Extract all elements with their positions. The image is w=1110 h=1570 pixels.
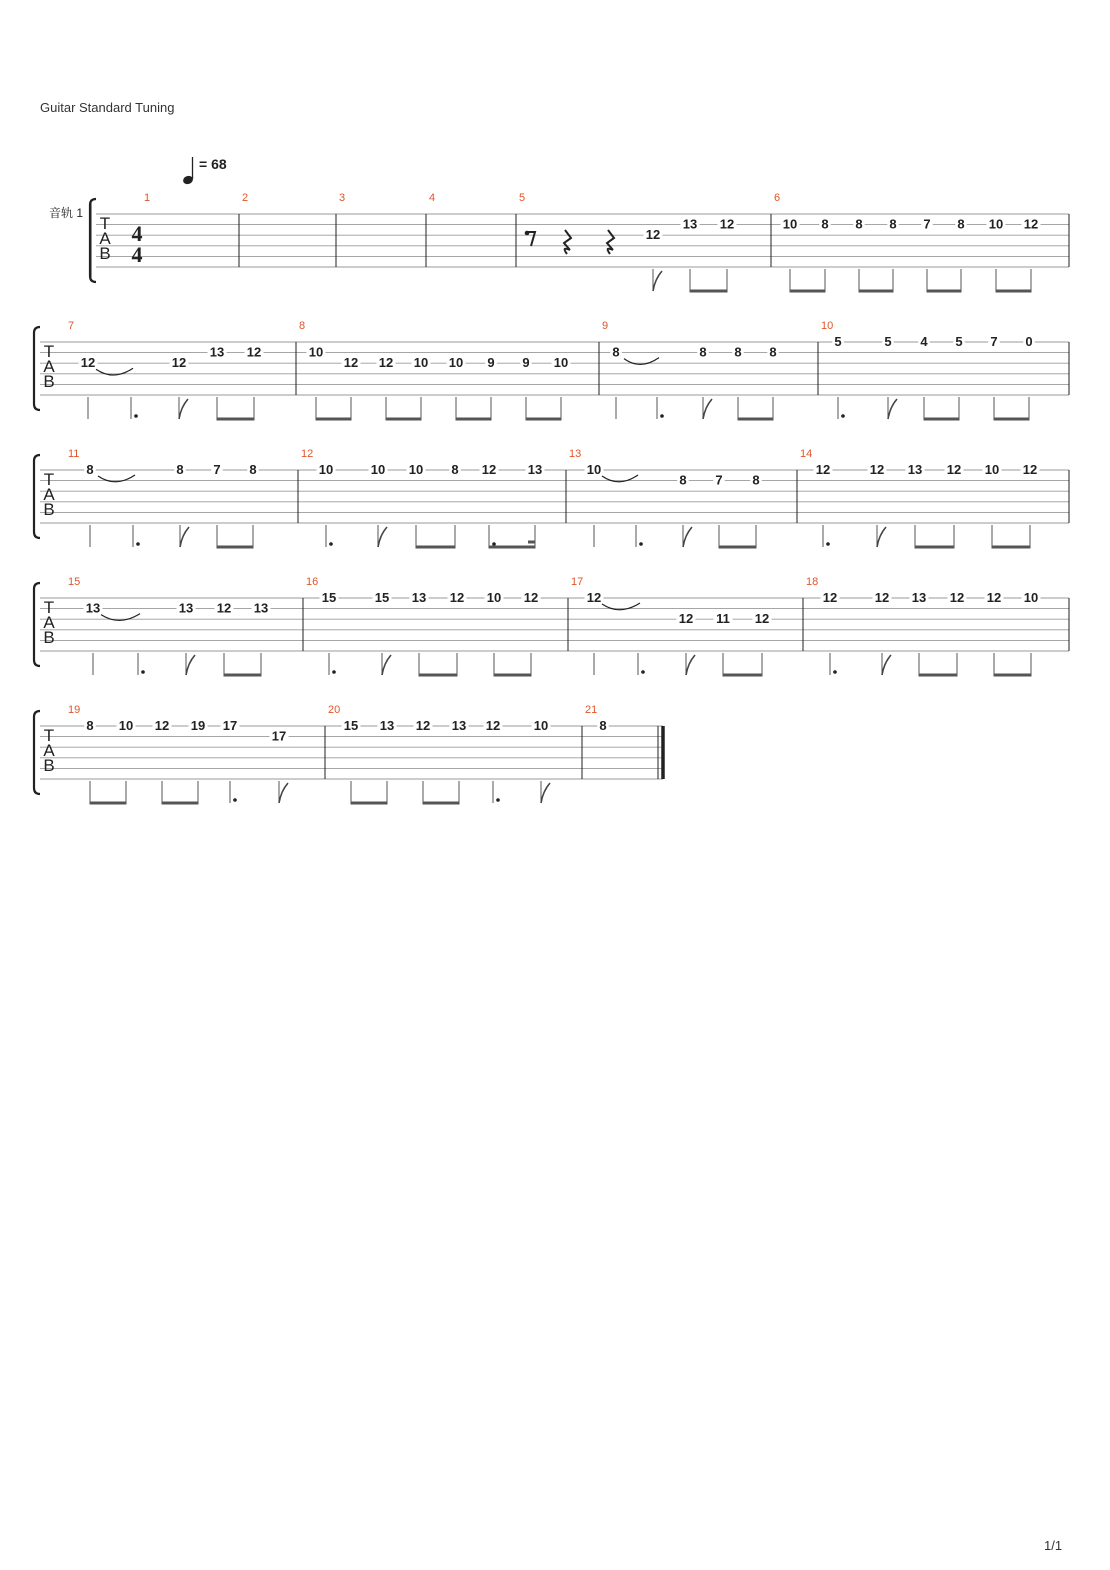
- fret-number: 12: [343, 355, 359, 371]
- fret-number: 12: [815, 462, 831, 477]
- fret-number: 11: [716, 611, 730, 627]
- fret-number: 12: [246, 344, 262, 360]
- fret-number: 8: [769, 344, 777, 360]
- measure-number: 11: [68, 448, 80, 460]
- augmentation-dot: [332, 670, 336, 674]
- fret-number: 7: [715, 472, 723, 488]
- fret-number: 12: [154, 718, 170, 733]
- fret-number: 10: [318, 462, 334, 477]
- system-bracket: [34, 583, 40, 666]
- fret-number: 12: [678, 611, 694, 627]
- tab-clef-letter: B: [43, 500, 55, 519]
- fret-number: 8: [889, 216, 897, 232]
- augmentation-dot: [496, 798, 500, 802]
- augmentation-dot: [136, 542, 140, 546]
- tab-clef-letter: T: [99, 214, 111, 233]
- fret-number: 12: [946, 462, 962, 477]
- fret-number: 8: [679, 472, 687, 488]
- fret-number: 12: [1022, 462, 1038, 477]
- fret-number: 12: [171, 355, 187, 371]
- fret-number: 15: [343, 718, 359, 733]
- eighth-flag: [186, 655, 195, 675]
- measure-number: 4: [429, 192, 436, 204]
- measure-number: 7: [68, 320, 75, 332]
- fret-number: 12: [719, 216, 735, 232]
- fret-number: 5: [955, 334, 963, 349]
- fret-number: 15: [374, 590, 390, 605]
- eighth-flag: [888, 399, 897, 419]
- tab-clef-letter: A: [99, 229, 111, 248]
- fret-number: 8: [249, 462, 257, 477]
- fret-number: 10: [486, 590, 502, 605]
- fret-number: 8: [86, 718, 94, 733]
- fret-number: 12: [378, 355, 394, 371]
- measure-number: 18: [806, 576, 819, 588]
- fret-number: 10: [586, 462, 602, 477]
- measure-number: 14: [800, 448, 813, 460]
- eighth-flag: [279, 783, 288, 803]
- augmentation-dot: [841, 414, 845, 418]
- augmentation-dot: [134, 414, 138, 418]
- eighth-flag: [877, 527, 886, 547]
- fret-number: 12: [1023, 216, 1039, 232]
- fret-number: 12: [949, 590, 965, 605]
- fret-number: 12: [481, 462, 497, 477]
- fret-number: 12: [449, 590, 465, 605]
- fret-number: 12: [415, 718, 431, 733]
- fret-number: 0: [1025, 334, 1033, 349]
- fret-number: 10: [988, 216, 1004, 232]
- fret-number: 13: [85, 600, 101, 616]
- eighth-flag: [541, 783, 550, 803]
- augmentation-dot: [329, 542, 333, 546]
- fret-number: 8: [734, 344, 742, 360]
- fret-number: 7: [990, 334, 998, 349]
- fret-number: 10: [370, 462, 386, 477]
- fret-number: 12: [485, 718, 501, 733]
- fret-number: 12: [523, 590, 539, 605]
- tab-clef-letter: A: [43, 357, 55, 376]
- fret-number: 8: [855, 216, 863, 232]
- measure-number: 9: [602, 320, 609, 332]
- fret-number: 8: [599, 718, 607, 733]
- fret-number: 12: [586, 590, 602, 605]
- augmentation-dot: [641, 670, 645, 674]
- augmentation-dot: [141, 670, 145, 674]
- fret-number: 13: [911, 590, 927, 605]
- fret-number: 5: [884, 334, 892, 349]
- measure-number: 6: [774, 192, 781, 204]
- fret-number: 12: [822, 590, 838, 605]
- tab-clef-letter: B: [99, 244, 111, 263]
- fret-number: 12: [216, 600, 232, 616]
- fret-number: 13: [253, 600, 269, 616]
- time-signature-bottom: 4: [131, 242, 143, 267]
- page-number: 1/1: [1044, 1538, 1063, 1553]
- fret-number: 13: [178, 600, 194, 616]
- fret-number: 12: [645, 227, 661, 243]
- tab-clef-letter: A: [43, 485, 55, 504]
- quarter-rest: [564, 230, 571, 254]
- fret-number: 13: [379, 718, 395, 733]
- tab-clef-letter: B: [43, 756, 55, 775]
- fret-number: 19: [190, 718, 206, 733]
- measure-number: 15: [68, 576, 81, 588]
- fret-number: 10: [413, 355, 429, 371]
- track-name: 音轨 1: [49, 206, 84, 220]
- measure-number: 16: [306, 576, 319, 588]
- tab-clef-letter: T: [43, 470, 55, 489]
- augmentation-dot: [833, 670, 837, 674]
- fret-number: 9: [487, 355, 495, 371]
- fret-number: 8: [451, 462, 459, 477]
- fret-number: 17: [271, 728, 287, 744]
- measure-number: 19: [68, 704, 81, 716]
- tab-clef-letter: A: [43, 741, 55, 760]
- measure-number: 2: [242, 192, 249, 204]
- eighth-flag: [882, 655, 891, 675]
- fret-number: 12: [754, 611, 770, 627]
- quarter-rest: [607, 230, 614, 254]
- fret-number: 10: [308, 344, 324, 360]
- fret-number: 10: [553, 355, 569, 371]
- measure-number: 21: [585, 704, 598, 716]
- fret-number: 8: [86, 462, 94, 477]
- eighth-flag: [378, 527, 387, 547]
- system-bracket: [34, 711, 40, 794]
- fret-number: 12: [80, 355, 96, 371]
- system-bracket: [34, 327, 40, 410]
- fret-number: 12: [986, 590, 1002, 605]
- fret-number: 4: [920, 334, 928, 349]
- eighth-flag: [703, 399, 712, 419]
- fret-number: 13: [451, 718, 467, 733]
- fret-number: 5: [834, 334, 842, 349]
- measure-number: 5: [519, 192, 526, 204]
- measure-number: 17: [571, 576, 584, 588]
- eighth-flag: [683, 527, 692, 547]
- measure-number: 10: [821, 320, 834, 332]
- tuning-label: Guitar Standard Tuning: [40, 100, 175, 115]
- fret-number: 7: [923, 216, 931, 232]
- fret-number: 8: [176, 462, 184, 477]
- fret-number: 13: [209, 344, 225, 360]
- fret-number: 10: [1023, 590, 1039, 605]
- fret-number: 8: [752, 472, 760, 488]
- fret-number: 8: [957, 216, 965, 232]
- fret-number: 13: [907, 462, 923, 477]
- fret-number: 10: [118, 718, 134, 733]
- measure-number: 13: [569, 448, 582, 460]
- augmentation-dot: [492, 542, 496, 546]
- tab-clef-letter: T: [43, 342, 55, 361]
- tab-clef-letter: T: [43, 726, 55, 745]
- fret-number: 8: [612, 344, 620, 360]
- fret-number: 8: [821, 216, 829, 232]
- augmentation-dot: [233, 798, 237, 802]
- fret-number: 10: [448, 355, 464, 371]
- tab-clef-letter: B: [43, 628, 55, 647]
- measure-number: 3: [339, 192, 346, 204]
- measure-number: 8: [299, 320, 306, 332]
- measure-number: 1: [144, 192, 151, 204]
- fret-number: 10: [984, 462, 1000, 477]
- tempo-value: = 68: [199, 156, 227, 172]
- time-signature-top: 4: [131, 221, 143, 246]
- fret-number: 9: [522, 355, 530, 371]
- augmentation-dot: [826, 542, 830, 546]
- augmentation-dot: [660, 414, 664, 418]
- fret-number: 7: [213, 462, 221, 477]
- fret-number: 10: [782, 216, 798, 232]
- tab-clef-letter: B: [43, 372, 55, 391]
- measure-number: 20: [328, 704, 341, 716]
- tab-clef-letter: T: [43, 598, 55, 617]
- fret-number: 13: [411, 590, 427, 605]
- fret-number: 12: [869, 462, 885, 477]
- eighth-flag: [382, 655, 391, 675]
- fret-number: 17: [222, 718, 238, 733]
- fret-number: 10: [408, 462, 424, 477]
- eighth-flag: [180, 527, 189, 547]
- eighth-flag: [179, 399, 188, 419]
- augmentation-dot: [639, 542, 643, 546]
- fret-number: 13: [682, 216, 698, 232]
- eighth-flag: [653, 271, 662, 291]
- eighth-rest-dot: [525, 231, 530, 236]
- fret-number: 13: [527, 462, 543, 477]
- measure-number: 12: [301, 448, 314, 460]
- fret-number: 8: [699, 344, 707, 360]
- fret-number: 10: [533, 718, 549, 733]
- fret-number: 15: [321, 590, 337, 605]
- fret-number: 12: [874, 590, 890, 605]
- tab-clef-letter: A: [43, 613, 55, 632]
- eighth-flag: [686, 655, 695, 675]
- system-bracket: [34, 455, 40, 538]
